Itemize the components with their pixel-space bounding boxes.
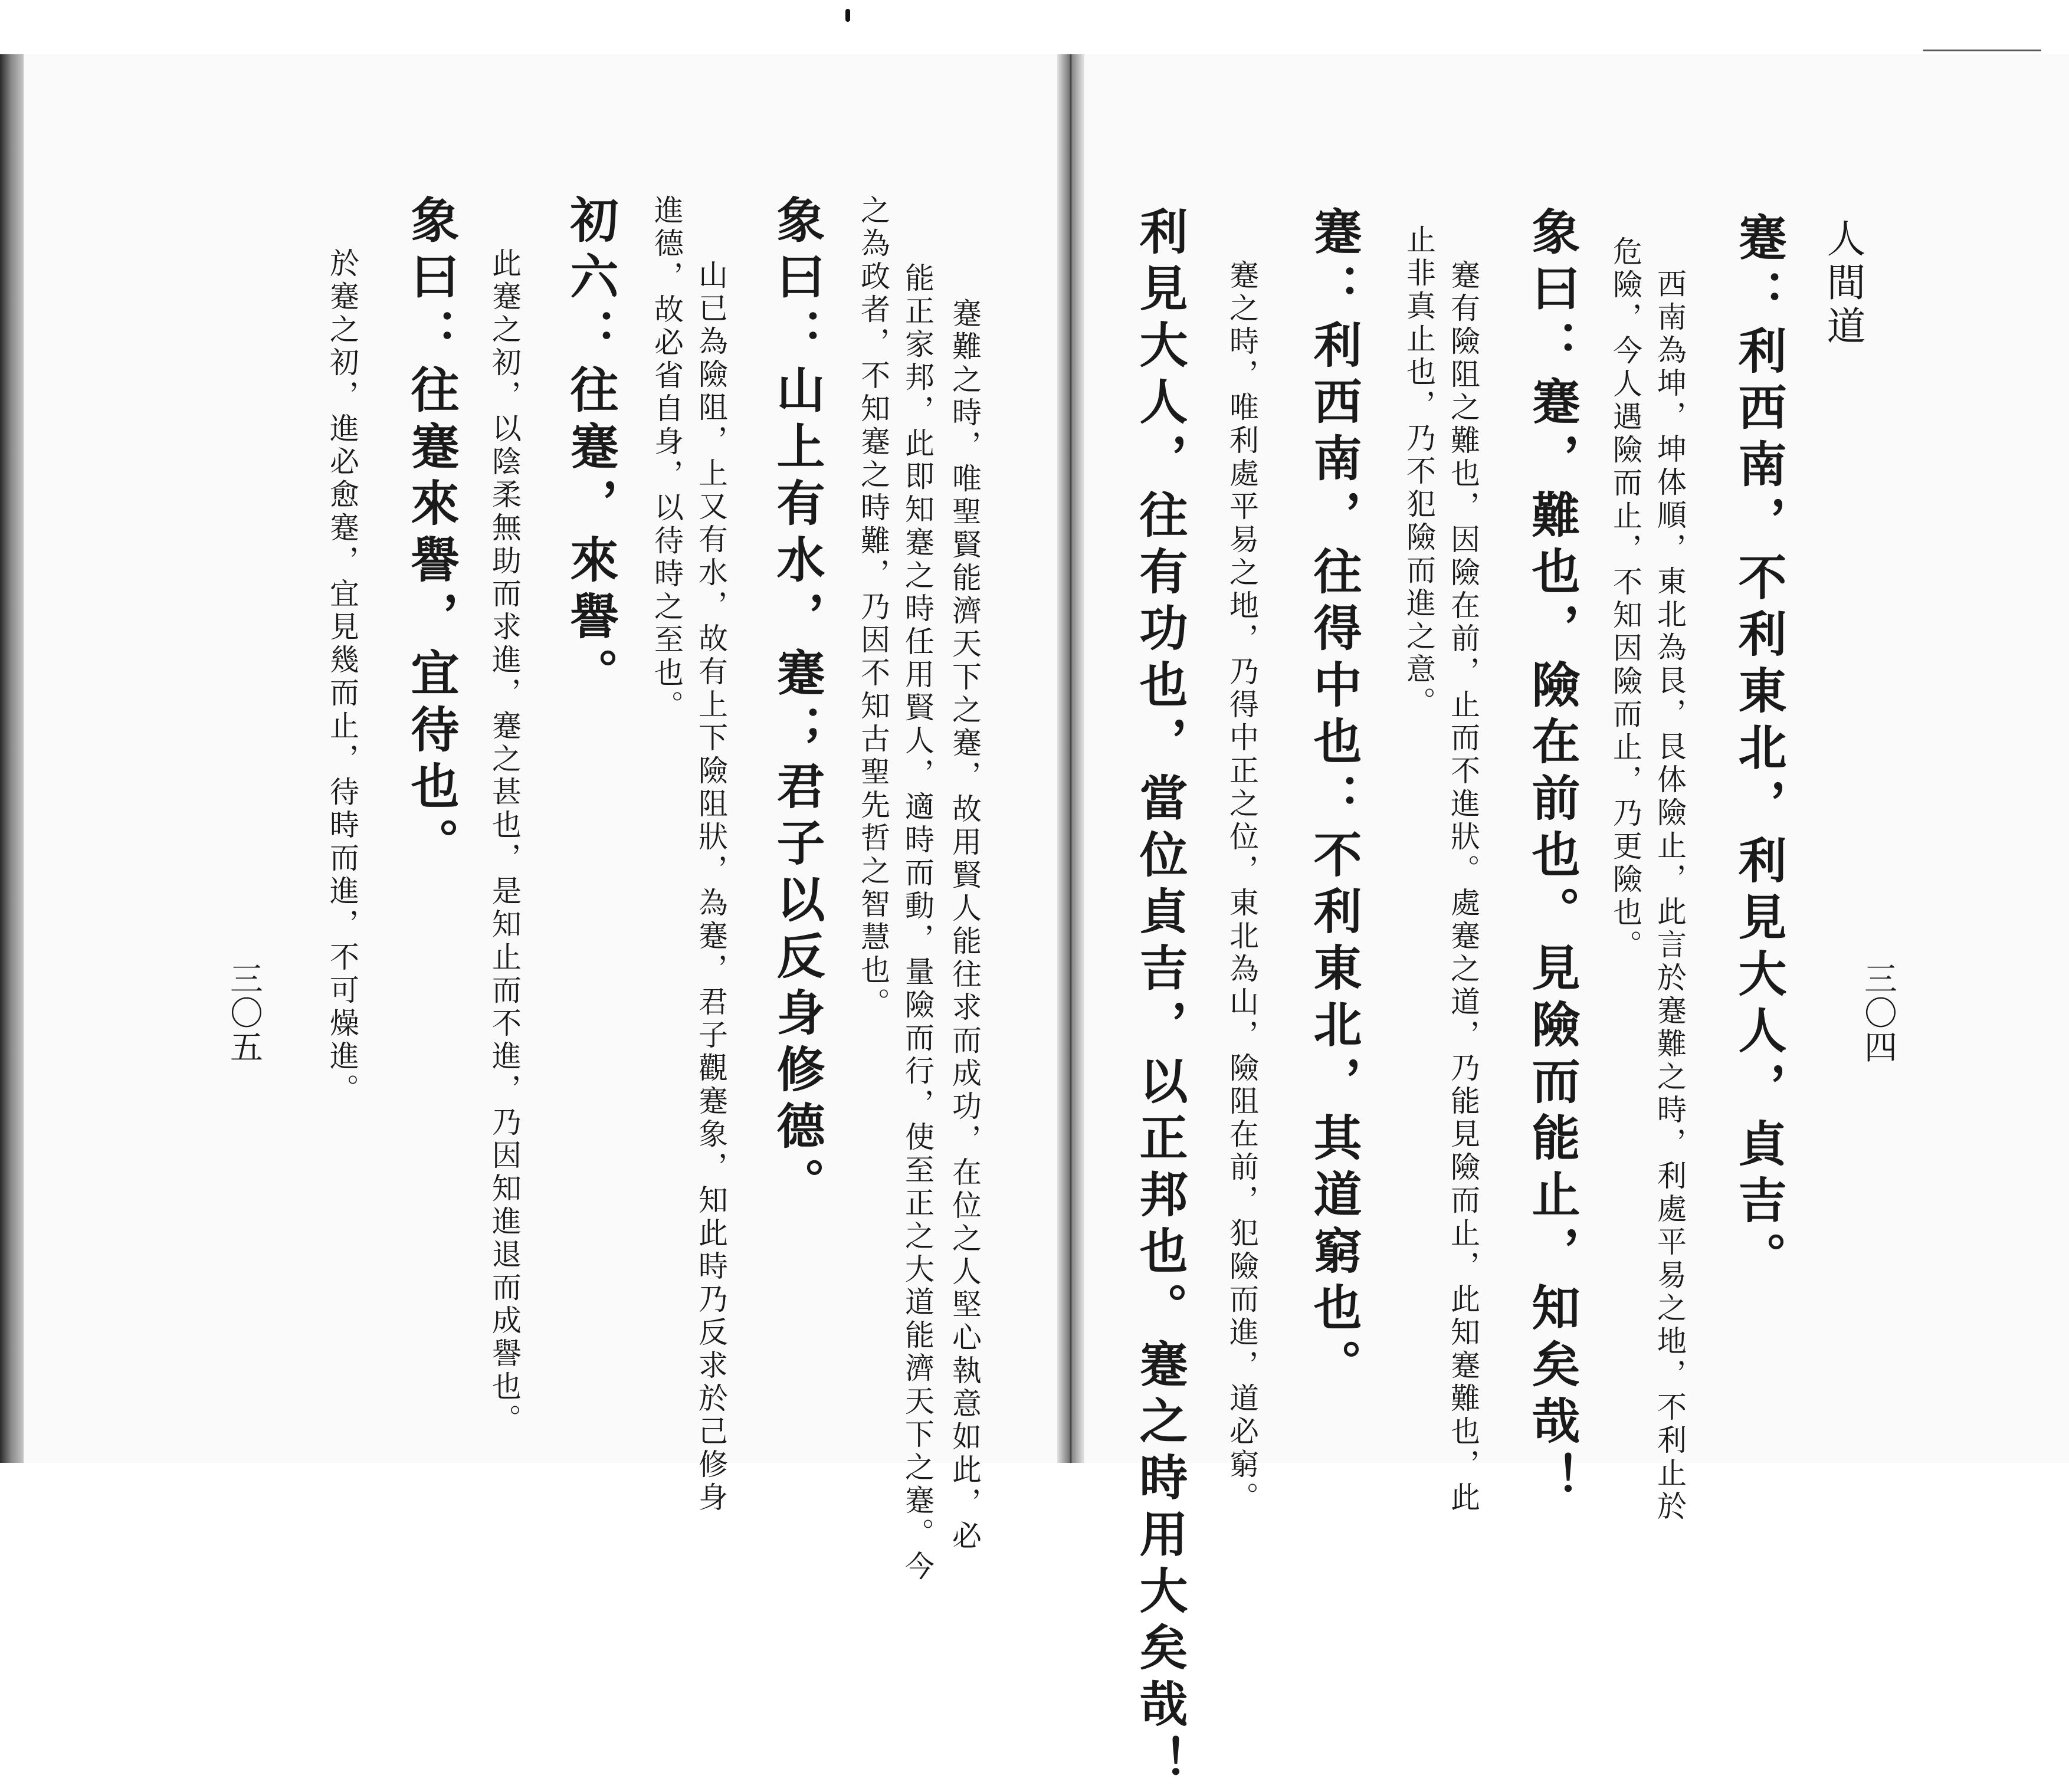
page-number: 三〇四 bbox=[1859, 961, 1897, 1064]
commentary-line: 於蹇之初，進必愈蹇，宜見幾而止，待時而進，不可燥進。 bbox=[325, 248, 359, 1107]
commentary-line: 蹇之時，唯利處平易之地，乃得中正之位，東北為山，險阻在前，犯險而進，道必窮。 bbox=[1225, 260, 1259, 1515]
book-gutter bbox=[1057, 54, 1084, 1463]
commentary-line: 能正家邦，此即知蹇之時任用賢人，適時而動，量險而行，使至正之大道能濟天下之蹇。今 bbox=[900, 262, 935, 1584]
line-text: 初六：往蹇，來譽。 bbox=[562, 195, 619, 704]
commentary-line: 山已為險阻，上又有水，故有上下險阻狀，為蹇，君子觀蹇象，知此時乃反求於己修身 bbox=[694, 260, 728, 1515]
commentary-line: 止非真止也，乃不犯險而進之意。 bbox=[1402, 224, 1436, 720]
xiang-text: 象曰：往蹇來譽，宜待也。 bbox=[403, 195, 460, 874]
page-number: 三〇五 bbox=[225, 961, 263, 1064]
scan-mark bbox=[1923, 50, 2041, 51]
commentary-line: 危險，今人遇險而止，不知因險而止，乃更險也。 bbox=[1608, 236, 1642, 963]
commentary-line: 蹇有險阻之難也，因險在前，止而不進狀。處蹇之道，乃能見險而止，此知蹇難也，此 bbox=[1446, 260, 1480, 1515]
xiang-text: 象曰：山上有水，蹇；君子以反身修德。 bbox=[769, 195, 825, 1214]
commentary-line: 之為政者，不知蹇之時難，乃因不知古聖先哲之智慧也。 bbox=[856, 195, 890, 1020]
ink-spot bbox=[845, 9, 850, 22]
page-header: 人間道 bbox=[1820, 218, 1865, 349]
commentary-line: 此蹇之初，以陰柔無助而求進，蹇之甚也，是知止而不進，乃因知進退而成譽也。 bbox=[487, 248, 522, 1437]
hexagram-text: 蹇：利西南，不利東北，利見大人，貞吉。 bbox=[1730, 212, 1787, 1288]
commentary-line: 西南為坤，坤体順，東北為艮，艮体險止，此言於蹇難之時，利處平易之地，不利止於 bbox=[1652, 268, 1687, 1524]
tuan-text: 利見大人，往有功也，當位貞吉，以正邦也。蹇之時用大矣哉！ bbox=[1132, 206, 1188, 1792]
commentary-line: 蹇難之時，唯聖賢能濟天下之蹇，故用賢人能往求而成功，在位之人堅心執意如此，必 bbox=[947, 298, 982, 1553]
commentary-line: 進德，故必省自身，以待時之至也。 bbox=[650, 195, 684, 723]
tuan-text: 蹇：利西南，往得中也：不利東北，其道窮也。 bbox=[1306, 206, 1362, 1396]
xiang-text: 象曰：蹇，難也，險在前也。見險而能止，知矣哉！ bbox=[1524, 206, 1581, 1509]
